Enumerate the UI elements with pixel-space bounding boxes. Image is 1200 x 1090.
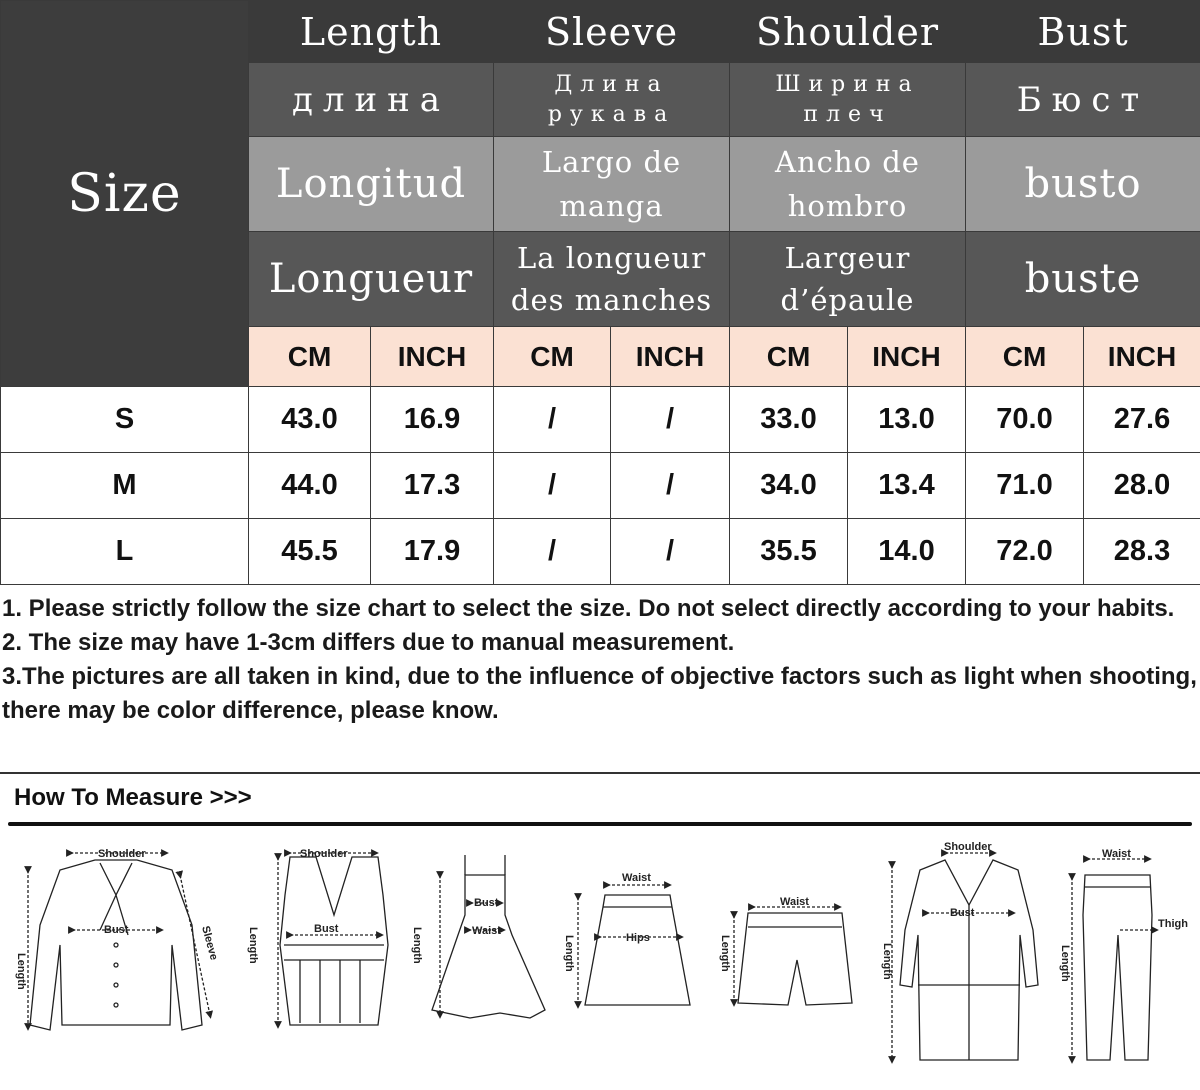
table-cell: 45.5 (249, 519, 371, 585)
unit-label: INCH (848, 327, 966, 387)
table-cell: / (611, 453, 730, 519)
coat-figure (892, 853, 1038, 1060)
shoulder-header-ru: Ширина плеч (730, 63, 966, 137)
table-cell: 72.0 (966, 519, 1084, 585)
unit-label: CM (730, 327, 848, 387)
label-shoulder: Shoulder (98, 848, 146, 860)
length-header-en: Length (249, 1, 494, 63)
bust-header-es: busto (966, 137, 1200, 232)
table-cell: 43.0 (249, 387, 371, 453)
label-hips: Hips (626, 932, 650, 944)
label-waist: Waist (622, 872, 651, 884)
table-cell: 70.0 (966, 387, 1084, 453)
table-row (1, 453, 1200, 519)
label-waist: Waist (1102, 848, 1131, 860)
shoulder-header-es: Ancho de hombro (730, 137, 966, 232)
unit-label: CM (494, 327, 611, 387)
label-waist: Waist (472, 925, 501, 937)
table-cell: 71.0 (966, 453, 1084, 519)
bust-header-en: Bust (966, 1, 1200, 63)
how-to-measure-title: How To Measure >>> (14, 784, 252, 811)
table-cell: 35.5 (730, 519, 848, 585)
label-shoulder: Shoulder (944, 841, 992, 853)
table-cell: / (494, 453, 611, 519)
table-cell: 17.3 (371, 453, 494, 519)
table-cell: 33.0 (730, 387, 848, 453)
label-waist: Waist (780, 896, 809, 908)
size-label: M (1, 453, 249, 519)
sleeve-header-ru: Длина рукава (494, 63, 730, 137)
unit-label: INCH (1084, 327, 1200, 387)
measurement-figures (0, 835, 1200, 1085)
table-cell: 13.4 (848, 453, 966, 519)
bust-header-ru: Бюст (966, 63, 1200, 137)
sleeve-header-fr: La longueur des manches (494, 232, 730, 327)
label-length: Length (411, 927, 423, 964)
skirt-figure (578, 885, 690, 1005)
shoulder-header-en: Shoulder (730, 1, 966, 63)
label-length: Length (719, 935, 731, 972)
label-bust: Bust (314, 923, 339, 935)
length-header-fr: Longueur (249, 232, 494, 327)
note-2: 2. The size may have 1-3cm differs due to manual measurement. (2, 629, 735, 656)
table-cell: 34.0 (730, 453, 848, 519)
unit-label: CM (966, 327, 1084, 387)
label-length: Length (563, 935, 575, 972)
jeans-figure (1072, 859, 1155, 1060)
label-bust: Bust (474, 897, 499, 909)
table-cell: 28.3 (1084, 519, 1200, 585)
table-cell: 16.9 (371, 387, 494, 453)
table-cell: / (494, 519, 611, 585)
title-underline (8, 822, 1192, 826)
table-cell: 27.6 (1084, 387, 1200, 453)
tank-figure (278, 853, 388, 1025)
size-label: S (1, 387, 249, 453)
table-cell: 14.0 (848, 519, 966, 585)
label-length: Length (881, 943, 893, 980)
unit-label: INCH (611, 327, 730, 387)
label-bust: Bust (950, 907, 975, 919)
note-1: 1. Please strictly follow the size chart to select the size. Do not select directly according to your habits. (2, 595, 1175, 622)
table-cell: / (611, 519, 730, 585)
sleeve-header-en: Sleeve (494, 1, 730, 63)
length-header-es: Longitud (249, 137, 494, 232)
size-header: Size (1, 1, 249, 387)
label-bust: Bust (104, 924, 129, 936)
size-label: L (1, 519, 249, 585)
label-length: Length (247, 927, 259, 964)
note-3: 3.The pictures are all taken in kind, due to the influence of objective factors such as light when shooting, there may be color difference, please know. (2, 663, 1197, 724)
shorts-figure (734, 907, 852, 1005)
size-notes (2, 592, 1198, 728)
table-cell: / (494, 387, 611, 453)
section-divider (0, 772, 1200, 774)
blouse-figure (28, 853, 210, 1030)
table-cell: 44.0 (249, 453, 371, 519)
table-cell: 17.9 (371, 519, 494, 585)
label-length: Length (1059, 945, 1071, 982)
label-length: Length (15, 953, 27, 990)
label-sleeve: Sleeve (199, 924, 220, 962)
length-header-ru: длина (249, 63, 494, 137)
unit-label: CM (249, 327, 371, 387)
table-cell: 13.0 (848, 387, 966, 453)
label-thigh: Thigh (1158, 918, 1188, 930)
sleeve-header-es: Largo de manga (494, 137, 730, 232)
bust-header-fr: buste (966, 232, 1200, 327)
table-cell: 28.0 (1084, 453, 1200, 519)
shoulder-header-fr: Largeur d’épaule (730, 232, 966, 327)
table-row (1, 387, 1200, 453)
table-cell: / (611, 387, 730, 453)
table-row (1, 519, 1200, 585)
label-shoulder: Shoulder (300, 848, 348, 860)
unit-label: INCH (371, 327, 494, 387)
